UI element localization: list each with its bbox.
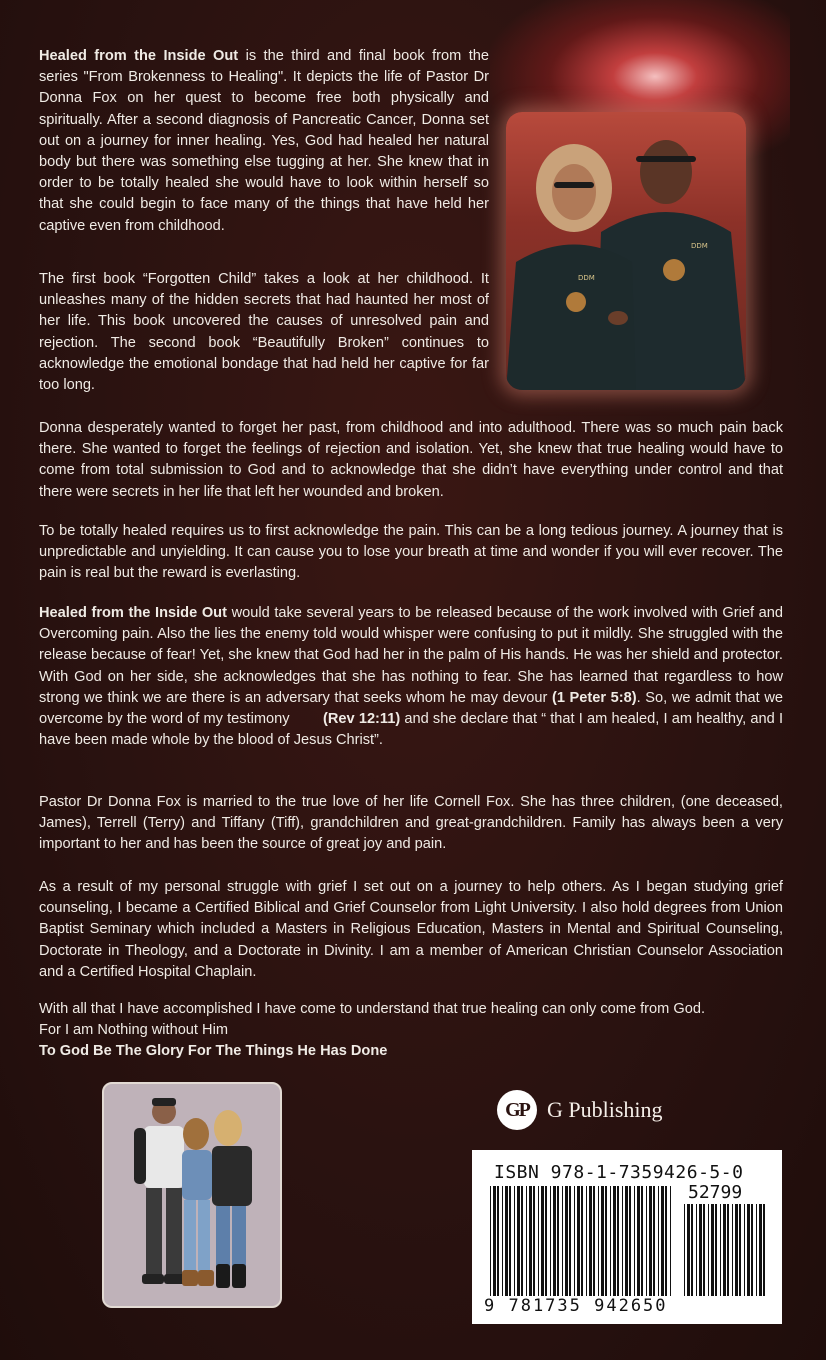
barcode-bar [545, 1186, 547, 1296]
barcode-bar [490, 1186, 491, 1296]
couple-illustration [506, 112, 746, 390]
man-head [640, 140, 692, 204]
ean-digits: 9 781735 942650 [484, 1296, 668, 1316]
barcode-bar [502, 1186, 503, 1296]
barcode-bar [574, 1186, 575, 1296]
family-paragraph: Pastor Dr Donna Fox is married to the true love of her life Cornell Fox. She has three children, (one deceased, James), Terrell (Terry) and Tiffany (Tiff), grandchildren and great-grandchildren. Family has always been a very important to her and has been the source of great joy and pain. [39, 794, 783, 853]
barcode-bar [593, 1186, 595, 1296]
isbn-number: ISBN 978-1-7359426-5-0 [494, 1162, 744, 1183]
barcode-bar [605, 1186, 607, 1296]
barcode-bar [586, 1186, 587, 1296]
barcode-bar [763, 1204, 765, 1296]
woman-glasses [554, 182, 594, 188]
barcode-bar [708, 1204, 709, 1296]
barcode-bar [581, 1186, 583, 1296]
barcode-bar [533, 1186, 535, 1296]
barcode-bar [691, 1204, 693, 1296]
barcode-bar [732, 1204, 733, 1296]
barcode-bar [735, 1204, 738, 1296]
barcode-bar [759, 1204, 762, 1296]
isbn-barcode [472, 1150, 782, 1324]
barcode-bar [493, 1186, 496, 1296]
healing-paragraph: To be totally healed requires us to first acknowledge the pain. This can be a long tedious journey. A journey that is unpredictable and unyielding. It can cause you to lose your breath at time and wonder if you will ever recover. The pain is real but the reward is everlasting. [39, 523, 783, 582]
publisher-name: G Publishing [547, 1097, 663, 1122]
barcode-bar [622, 1186, 623, 1296]
family-photo [102, 1082, 282, 1308]
barcode-bar [553, 1186, 556, 1296]
barcode-bar [684, 1204, 685, 1296]
barcode-bar [665, 1186, 667, 1296]
price-code: 52799 [688, 1182, 743, 1203]
barcode-bar [646, 1186, 647, 1296]
barcode-bar [658, 1186, 659, 1296]
barcode-bar [634, 1186, 635, 1296]
barcode-bar [727, 1204, 729, 1296]
barcode-bar [723, 1204, 726, 1296]
barcode-bar [529, 1186, 532, 1296]
man-badge-text: DDM [691, 242, 708, 250]
woman-emblem [566, 292, 586, 312]
intro-paragraph: Healed from the Inside Out is the third and final book from the series "From Brokenness to Healing". It depicts the life of Pastor Dr Donna Fox on her quest to become free both physically and spiritually. After a second diagnosis of Pancreatic Cancer, Donna set out on a journey for inner healing. Yes, God had healed her natural body but there was something else tugging at her. She knew that in order to be totally healed she would have to look within herself so that she could begin to face many of the things that have held her captive even from childhood. [39, 48, 489, 234]
barcode-bar [747, 1204, 750, 1296]
barcode-bar [514, 1186, 515, 1296]
barcode-main-bars [490, 1186, 676, 1296]
barcode-bar [756, 1204, 757, 1296]
barcode-bar [569, 1186, 571, 1296]
scripture-reference: (Rev 12:11) [323, 711, 401, 728]
barcode-bar [505, 1186, 508, 1296]
past-paragraph: Donna desperately wanted to forget her past, from childhood and into adulthood. There was so much pain back there. She wanted to forget the feelings of rejection and isolation. Yet, she knew that true healing would have to come from total submission to God and to acknowledge that she didn’t have everything under control and that there were secrets in her life that left her wounded and broken. [39, 420, 783, 500]
barcode-bar [629, 1186, 631, 1296]
man-emblem [663, 259, 685, 281]
release-paragraph: Healed from the Inside Out would take several years to be released because of the work involved with Grief and Overcoming pain. Also the lies the enemy told would whisper were confusing to put it mildly. She struggled with the release because of fear! Yet, she knew that God had her in the palm of His hands. He was her shield and protector. With God on her side, she acknowledges that she has nothing to fear. She has learned that regardless to how strong we think we are there is an adversary that seeks whom he may devour (1 Peter 5:8). So, we admit that we overcome by the word of my testimony (Rev 12:11) and she declare that “ that I am healed, I am healthy, and I have been made whole by the blood of Jesus Christ”. [39, 605, 788, 749]
barcode-bar [521, 1186, 523, 1296]
barcode-bar [649, 1186, 652, 1296]
barcode-bar [613, 1186, 616, 1296]
barcode-bar [699, 1204, 702, 1296]
barcode-bar [670, 1186, 671, 1296]
book-title-bold: Healed from the Inside Out [39, 48, 239, 64]
publisher-logo: GP [497, 1090, 537, 1130]
barcode-bar [562, 1186, 563, 1296]
credentials-paragraph: As a result of my personal struggle with grief I set out on a journey to help others. As I began studying grief counseling, I became a Certified Biblical and Grief Counselor from Light University. I also hold degrees from Union Baptist Seminary which included a Masters in Religious Education, Masters in Mental and Spiritual Counseling, Doctorate in Theology, and a Doctorate in Divinity. I am a member of American Christian Counselor Association and a Certified Hospital Chaplain. [39, 879, 783, 980]
family-illustration [104, 1084, 280, 1306]
barcode-bar [625, 1186, 628, 1296]
barcode-bar [610, 1186, 611, 1296]
author-couple-photo [506, 112, 746, 390]
barcode-bar [557, 1186, 559, 1296]
barcode-bar [601, 1186, 604, 1296]
barcode-bar [751, 1204, 753, 1296]
barcode-addon-bars [684, 1204, 768, 1296]
closing-lines: With all that I have accomplished I have come to understand that true healing can only come from God. For I am Nothing without Him To God Be The Glory For The Things He Has Done [39, 1001, 705, 1060]
barcode-bar [617, 1186, 619, 1296]
hand-on-shoulder [608, 311, 628, 325]
book-title-bold: Healed from the Inside Out [39, 605, 227, 621]
scripture-reference: (1 Peter 5:8) [551, 689, 637, 706]
barcode-bar [565, 1186, 568, 1296]
barcode-bar [720, 1204, 721, 1296]
barcode-bar [641, 1186, 643, 1296]
barcode-bar [550, 1186, 551, 1296]
barcode-bar [541, 1186, 544, 1296]
barcode-bar [526, 1186, 527, 1296]
barcode-bar [653, 1186, 655, 1296]
barcode-bar [715, 1204, 717, 1296]
barcode-bar [739, 1204, 741, 1296]
barcode-bar [703, 1204, 705, 1296]
barcode-bar [538, 1186, 539, 1296]
barcode-bar [744, 1204, 745, 1296]
barcode-bar [637, 1186, 640, 1296]
barcode-bar [509, 1186, 511, 1296]
first-book-paragraph: The first book “Forgotten Child” takes a look at her childhood. It unleashes many of the hidden secrets that had haunted her most of her life. This book uncovered the causes of unresolved pain and rejection. The second book “Beautifully Broken” continues to acknowledge the emotional bondage that had held her captive for far too long. [39, 271, 489, 394]
barcode-bar [687, 1204, 690, 1296]
man-glasses [636, 156, 696, 162]
barcode-bar [517, 1186, 520, 1296]
woman-face [552, 164, 596, 220]
publisher-logo-block [497, 1090, 663, 1130]
woman-badge-text: DDM [578, 274, 595, 282]
barcode-bar [661, 1186, 664, 1296]
barcode-bar [696, 1204, 697, 1296]
barcode-bar [577, 1186, 580, 1296]
barcode-bar [589, 1186, 592, 1296]
barcode-bar [598, 1186, 599, 1296]
barcode-bar [711, 1204, 714, 1296]
barcode-bar [497, 1186, 499, 1296]
